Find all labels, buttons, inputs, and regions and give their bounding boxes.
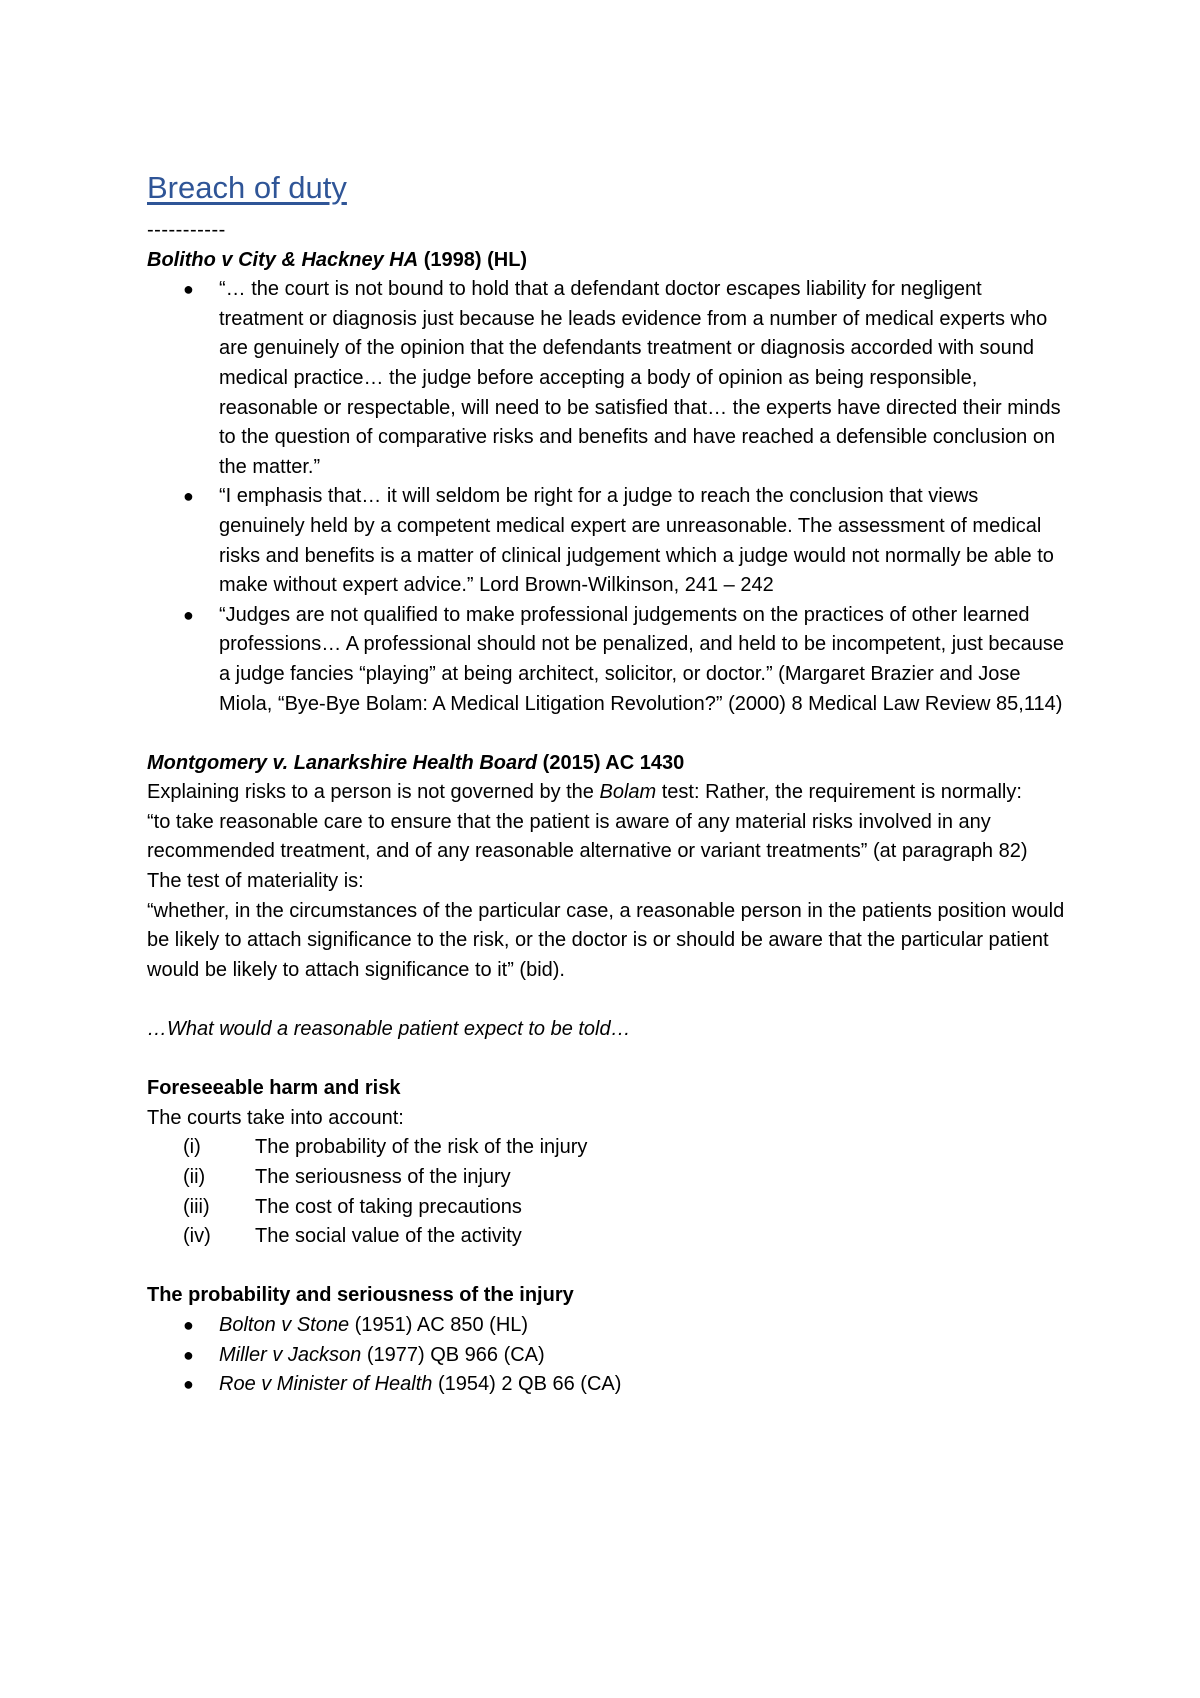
factor-list [147, 1133, 1067, 1251]
list-item [183, 1370, 1067, 1400]
spacer [147, 1252, 1067, 1282]
list-item [183, 601, 1067, 719]
bullet-icon: ● [183, 279, 194, 300]
case-citation: (1954) 2 QB 66 (CA) [432, 1373, 622, 1396]
list-item [183, 1311, 1067, 1341]
expectation-note: …What would a reasonable patient expect to be told… [147, 1018, 631, 1041]
case-heading-bolitho [147, 246, 1067, 276]
case-name: Bolitho v City & Hackney HA [147, 248, 419, 271]
bullet-icon: ● [183, 604, 194, 625]
montgomery-quote-1: “to take reasonable care to ensure that the patient is aware of any material risks involved in any recommended treatment, and of any reasonable alternative or variant treatments” (at paragraph 82) [147, 810, 1028, 863]
bolam-term: Bolam [599, 781, 657, 804]
materiality-label: The test of materiality is: [147, 870, 364, 893]
list-item [183, 275, 1067, 482]
intro-text: test: Rather, the requirement is normally: [656, 781, 1022, 804]
item-number: (iii) [183, 1195, 210, 1218]
list-item [183, 1193, 1067, 1223]
bolitho-quote-list [147, 275, 1067, 719]
spacer [147, 1045, 1067, 1075]
case-name: Miller v Jackson [219, 1343, 362, 1366]
list-item [183, 1222, 1067, 1252]
separator-line: ----------- [147, 219, 226, 241]
list-item [183, 1163, 1067, 1193]
case-citation: (1998) (HL) [418, 248, 528, 271]
case-citation: (2015) AC 1430 [537, 751, 685, 774]
case-name: Montgomery v. Lanarkshire Health Board [147, 751, 538, 774]
bullet-icon: ● [183, 1374, 194, 1395]
case-name: Bolton v Stone [219, 1313, 350, 1336]
case-citation: (1977) QB 966 (CA) [361, 1343, 545, 1366]
list-item [183, 1341, 1067, 1371]
section-heading-probability: The probability and seriousness of the injury [147, 1284, 574, 1307]
bullet-text: “I emphasis that… it will seldom be right for a judge to reach the conclusion that views genuinely held by a competent medical expert are unreasonable. The assessment of medical risks and benefits is a matter of clinical judgement which a judge would not normally be able to make without expert advice.” Lord Brown-Wilkinson, 241 – 242 [219, 485, 1054, 597]
intro-text: Explaining risks to a person is not governed by the [147, 781, 600, 804]
section-heading-foreseeable: Foreseeable harm and risk [147, 1077, 401, 1100]
bullet-icon: ● [183, 486, 194, 507]
list-item [183, 482, 1067, 600]
bullet-text: “Judges are not qualified to make professional judgements on the practices of other learned professions… A professional should not be penalized, and held to be incompetent, just because a judge fancies “playing” at being architect, solicitor, or doctor.” (Margaret Brazier and Jose Miola, “Bye-Bye Bolam: A Medical Litigation Revolution?” (2000) 8 Medical Law Review 85,114) [219, 603, 1065, 715]
document-page [147, 168, 1067, 1400]
page-title: Breach of duty [147, 170, 347, 205]
item-text: The seriousness of the injury [255, 1166, 511, 1188]
montgomery-intro [147, 778, 1067, 808]
item-number: (ii) [183, 1166, 206, 1188]
item-number: (iv) [183, 1225, 211, 1248]
item-text: The cost of taking precautions [255, 1195, 522, 1218]
item-number: (i) [183, 1136, 201, 1159]
list-item [183, 1133, 1067, 1163]
item-text: The probability of the risk of the injury [255, 1136, 588, 1159]
foreseeable-intro: The courts take into account: [147, 1106, 404, 1129]
spacer [147, 719, 1067, 749]
bullet-icon: ● [183, 1314, 194, 1335]
bullet-text: “… the court is not bound to hold that a defendant doctor escapes liability for negligent treatment or diagnosis just because he leads evidence from a number of medical experts who are genuinely of the opinion that the defendants treatment or diagnosis accorded with sound medical practice… the judge before accepting a body of opinion as being responsible, reasonable or respectable, will need to be satisfied that… the experts have directed their minds to the question of comparative risks and benefits and have reached a defensible conclusion on the matter.” [219, 278, 1061, 478]
spacer [147, 985, 1067, 1015]
item-text: The social value of the activity [255, 1225, 522, 1248]
bullet-icon: ● [183, 1344, 194, 1365]
case-citation: (1951) AC 850 (HL) [349, 1313, 529, 1336]
case-name: Roe v Minister of Health [219, 1373, 433, 1396]
montgomery-quote-2: “whether, in the circumstances of the particular case, a reasonable person in the patients position would be likely to attach significance to the risk, or the doctor is or should be aware that the particular patient would be likely to attach significance to it” (bid). [147, 899, 1065, 981]
probability-case-list [147, 1311, 1067, 1400]
case-heading-montgomery [147, 749, 1067, 779]
